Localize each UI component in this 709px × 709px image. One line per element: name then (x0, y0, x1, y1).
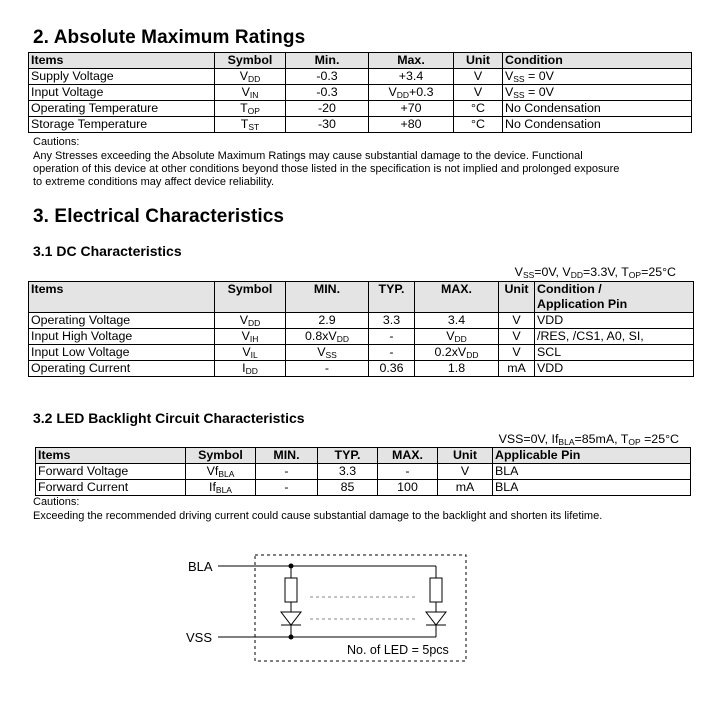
symbol-cell: $Vf_{BLA}$ (186, 464, 256, 480)
unit-cell: °C (454, 117, 503, 133)
min-cell: -0.3 (286, 85, 369, 101)
unit-cell: V (499, 313, 535, 329)
led-cautions-text: Exceeding the recommended driving current could cause substantial damage to the backlight and shorten its lifetime. (33, 510, 603, 522)
max-cell: $0.2xV_{DD}$ (415, 345, 499, 361)
min-cell: - (286, 361, 369, 377)
right-led (426, 612, 446, 625)
unit-cell: V (499, 329, 535, 345)
unit-cell: °C (454, 101, 503, 117)
max-cell: - (378, 464, 438, 480)
col-header-symbol: Symbol (215, 282, 286, 313)
col-header-items: Items (29, 53, 215, 69)
min-cell: 2.9 (286, 313, 369, 329)
col-header-applicable-pin: Applicable Pin (493, 448, 691, 464)
symbol-cell: $V_{IN}$ (215, 85, 286, 101)
unit-cell: mA (438, 480, 493, 496)
vss-junction-dot (289, 635, 294, 640)
min-cell: -0.3 (286, 69, 369, 85)
col-header-items: Items (36, 448, 186, 464)
led-test-conditions: VSS=0V, $If_{BLA}=85mA$, $T_{OP} =25^\circ C$ (498, 432, 679, 447)
left-resistor (285, 578, 297, 602)
item-cell: Forward Voltage (36, 464, 186, 480)
symbol-cell: $V_{DD}$ (215, 69, 286, 85)
led-cautions-label: Cautions: (33, 496, 80, 508)
symbol-cell: $V_{DD}$ (215, 313, 286, 329)
cautions-text-line-1: Any Stresses exceeding the Absolute Maximum Ratings may cause substantial damage to the device. Functional (33, 150, 583, 162)
min-cell: - (256, 480, 318, 496)
col-header-symbol: Symbol (215, 53, 286, 69)
symbol-cell: $V_{IL}$ (215, 345, 286, 361)
cautions-label: Cautions: (33, 136, 80, 148)
col-header-max: Max. (369, 53, 454, 69)
typ-cell: 3.3 (318, 464, 378, 480)
condition-cell: No Condensation (503, 101, 692, 117)
item-cell: Operating Voltage (29, 313, 215, 329)
dc-characteristics-title: 3.1 DC Characteristics (33, 243, 182, 259)
item-cell: Input High Voltage (29, 329, 215, 345)
unit-cell: V (438, 464, 493, 480)
col-header-max: MAX. (378, 448, 438, 464)
symbol-cell: $T_{OP}$ (215, 101, 286, 117)
col-header-typ: TYP. (369, 282, 415, 313)
bla-junction-dot (289, 564, 294, 569)
condition-cell: No Condensation (503, 117, 692, 133)
typ-cell: - (369, 329, 415, 345)
typ-cell: 85 (318, 480, 378, 496)
right-resistor (430, 578, 442, 602)
unit-cell: V (454, 85, 503, 101)
col-header-min: MIN. (286, 282, 369, 313)
symbol-cell: $If_{BLA}$ (186, 480, 256, 496)
max-cell: 3.4 (415, 313, 499, 329)
col-header-max: MAX. (415, 282, 499, 313)
condition-header-line-1: Condition / (537, 282, 602, 296)
typ-cell: - (369, 345, 415, 361)
cautions-text-line-2: operation of this device at other conditions beyond those listed in the specification is not implied and prolonged exposure (33, 163, 620, 175)
led-backlight-title: 3.2 LED Backlight Circuit Characteristics (33, 410, 305, 426)
item-cell: Input Voltage (29, 85, 215, 101)
min-cell: $V_{SS}$ (286, 345, 369, 361)
applicable-pin-cell: BLA (493, 464, 691, 480)
condition-cell: $V_{SS} = 0V$ (503, 69, 692, 85)
typ-cell: 3.3 (369, 313, 415, 329)
unit-cell: V (499, 345, 535, 361)
typ-cell: 0.36 (369, 361, 415, 377)
unit-cell: mA (499, 361, 535, 377)
symbol-cell: $T_{ST}$ (215, 117, 286, 133)
condition-header-line-2: Application Pin (537, 297, 628, 311)
item-cell: Supply Voltage (29, 69, 215, 85)
col-header-min: Min. (286, 53, 369, 69)
max-cell: 100 (378, 480, 438, 496)
symbol-cell: $V_{IH}$ (215, 329, 286, 345)
max-cell: +80 (369, 117, 454, 133)
min-cell: - (256, 464, 318, 480)
left-led (281, 612, 301, 625)
max-cell: 1.8 (415, 361, 499, 377)
min-cell: -30 (286, 117, 369, 133)
col-header-condition: Condition (503, 53, 692, 69)
vss-label: VSS (186, 630, 213, 645)
dc-test-conditions: $V_{SS}=0V$, $V_{DD}=3.3V$, $T_{OP}=25^\circ C$ (514, 265, 676, 280)
col-header-symbol: Symbol (186, 448, 256, 464)
symbol-cell: $I_{DD}$ (215, 361, 286, 377)
col-header-typ: TYP. (318, 448, 378, 464)
col-header-unit: Unit (454, 53, 503, 69)
max-cell: +70 (369, 101, 454, 117)
col-header-min: MIN. (256, 448, 318, 464)
item-cell: Operating Current (29, 361, 215, 377)
max-cell: $V_{DD}$ (415, 329, 499, 345)
col-header-unit: Unit (438, 448, 493, 464)
section-3-title: 3. Electrical Characteristics (33, 206, 285, 227)
max-cell: +3.4 (369, 69, 454, 85)
item-cell: Input Low Voltage (29, 345, 215, 361)
bla-label: BLA (188, 559, 213, 574)
condition-cell: SCL (535, 345, 694, 361)
unit-cell: V (454, 69, 503, 85)
col-header-unit: Unit (499, 282, 535, 313)
section-2-title: 2. Absolute Maximum Ratings (33, 27, 306, 48)
item-cell: Storage Temperature (29, 117, 215, 133)
condition-cell: $V_{SS} = 0V$ (503, 85, 692, 101)
condition-cell: VDD (535, 361, 694, 377)
condition-cell: VDD (535, 313, 694, 329)
item-cell: Forward Current (36, 480, 186, 496)
applicable-pin-cell: BLA (493, 480, 691, 496)
condition-cell: /RES, /CS1, A0, SI, (535, 329, 694, 345)
min-cell: $0.8xV_{DD}$ (286, 329, 369, 345)
item-cell: Operating Temperature (29, 101, 215, 117)
max-cell: $V_{DD}+0.3$ (369, 85, 454, 101)
cautions-text-line-3: to extreme conditions may affect device reliability. (33, 176, 275, 188)
led-count-label: No. of LED = 5pcs (347, 643, 449, 657)
col-header-items: Items (29, 282, 215, 313)
min-cell: -20 (286, 101, 369, 117)
